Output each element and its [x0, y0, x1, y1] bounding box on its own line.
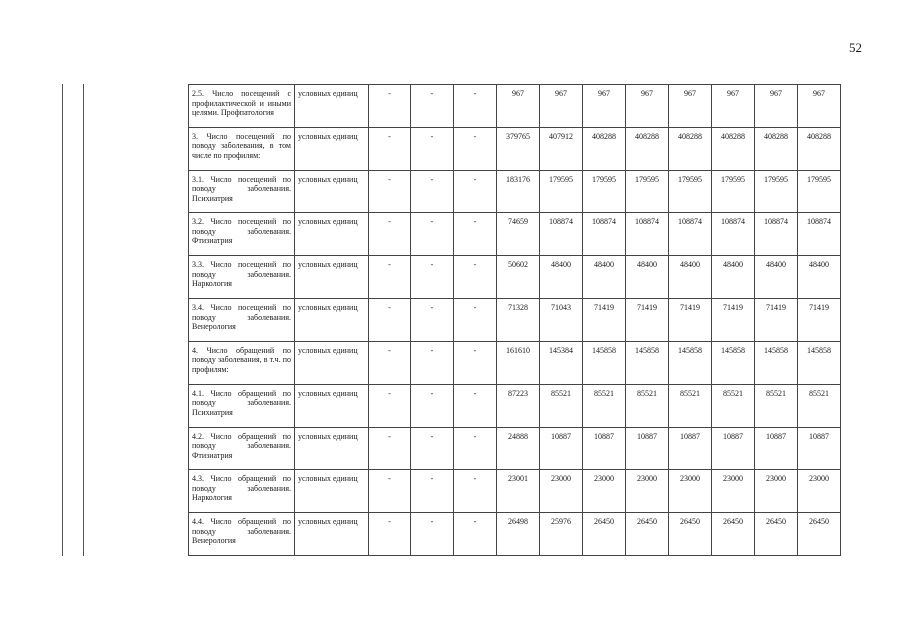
value-cell: 108874 [626, 213, 669, 256]
value-cell: 25976 [540, 513, 583, 556]
value-cell: 26450 [669, 513, 712, 556]
table-body [189, 85, 841, 556]
table-row [189, 341, 841, 384]
empty-value-cell: - [369, 341, 411, 384]
value-cell: 179595 [712, 170, 755, 213]
value-cell: 408288 [583, 127, 626, 170]
value-cell: 967 [626, 85, 669, 128]
value-cell: 48400 [583, 256, 626, 299]
value-cell: 48400 [540, 256, 583, 299]
empty-value-cell: - [411, 384, 454, 427]
value-cell: 179595 [583, 170, 626, 213]
indicator-name-cell: 4.3. Число обращений по поводу заболевания. Наркология [189, 470, 295, 513]
value-cell: 145858 [669, 341, 712, 384]
left-margin-line-outer [62, 84, 63, 556]
value-cell: 108874 [755, 213, 798, 256]
value-cell: 379765 [497, 127, 540, 170]
empty-value-cell: - [369, 170, 411, 213]
value-cell: 183176 [497, 170, 540, 213]
value-cell: 71419 [583, 299, 626, 342]
value-cell: 967 [669, 85, 712, 128]
value-cell: 23000 [540, 470, 583, 513]
value-cell: 71328 [497, 299, 540, 342]
value-cell: 48400 [798, 256, 841, 299]
value-cell: 967 [540, 85, 583, 128]
indicator-name-cell: 2.5. Число посещений с профилактической и иными целями. Профпатология [189, 85, 295, 128]
value-cell: 23000 [712, 470, 755, 513]
value-cell: 407912 [540, 127, 583, 170]
table-row [189, 513, 841, 556]
value-cell: 108874 [712, 213, 755, 256]
value-cell: 48400 [755, 256, 798, 299]
value-cell: 85521 [583, 384, 626, 427]
value-cell: 145384 [540, 341, 583, 384]
value-cell: 85521 [712, 384, 755, 427]
indicator-name-cell: 3.4. Число посещений по поводу заболевания. Венерология [189, 299, 295, 342]
table-row [189, 384, 841, 427]
indicator-name-cell: 4.1. Число обращений по поводу заболевания. Психиатрия [189, 384, 295, 427]
value-cell: 967 [755, 85, 798, 128]
indicator-name-cell: 4.4. Число обращений по поводу заболевания. Венерология [189, 513, 295, 556]
value-cell: 10887 [583, 427, 626, 470]
empty-value-cell: - [369, 299, 411, 342]
indicators-table [188, 84, 841, 556]
value-cell: 10887 [755, 427, 798, 470]
value-cell: 10887 [669, 427, 712, 470]
page-number: 52 [849, 40, 862, 55]
value-cell: 71419 [669, 299, 712, 342]
value-cell: 26450 [798, 513, 841, 556]
value-cell: 48400 [669, 256, 712, 299]
empty-value-cell: - [411, 427, 454, 470]
empty-value-cell: - [411, 470, 454, 513]
value-cell: 85521 [755, 384, 798, 427]
empty-value-cell: - [454, 427, 497, 470]
empty-value-cell: - [411, 85, 454, 128]
value-cell: 26450 [712, 513, 755, 556]
value-cell: 26450 [626, 513, 669, 556]
indicator-name-cell: 3. Число посещений по поводу заболевания, в том числе по профилям: [189, 127, 295, 170]
empty-value-cell: - [411, 341, 454, 384]
value-cell: 26498 [497, 513, 540, 556]
unit-cell: условных единиц [295, 470, 369, 513]
indicator-name-cell: 4. Число обращений по поводу заболевания, в т.ч. по профилям: [189, 341, 295, 384]
table-row [189, 170, 841, 213]
value-cell: 108874 [583, 213, 626, 256]
value-cell: 967 [712, 85, 755, 128]
table-row [189, 470, 841, 513]
value-cell: 179595 [626, 170, 669, 213]
indicator-name-cell: 3.2. Число посещений по поводу заболевания. Фтизиатрия [189, 213, 295, 256]
empty-value-cell: - [411, 256, 454, 299]
value-cell: 967 [798, 85, 841, 128]
empty-value-cell: - [369, 427, 411, 470]
empty-value-cell: - [369, 127, 411, 170]
value-cell: 50602 [497, 256, 540, 299]
empty-value-cell: - [369, 85, 411, 128]
value-cell: 145858 [798, 341, 841, 384]
empty-value-cell: - [454, 299, 497, 342]
value-cell: 108874 [669, 213, 712, 256]
empty-value-cell: - [369, 213, 411, 256]
value-cell: 108874 [540, 213, 583, 256]
value-cell: 48400 [712, 256, 755, 299]
value-cell: 71419 [712, 299, 755, 342]
value-cell: 71419 [626, 299, 669, 342]
table-row [189, 213, 841, 256]
empty-value-cell: - [454, 170, 497, 213]
unit-cell: условных единиц [295, 256, 369, 299]
value-cell: 10887 [712, 427, 755, 470]
empty-value-cell: - [411, 170, 454, 213]
indicator-name-cell: 3.3. Число посещений по поводу заболевания. Наркология [189, 256, 295, 299]
empty-value-cell: - [454, 213, 497, 256]
empty-value-cell: - [369, 513, 411, 556]
unit-cell: условных единиц [295, 341, 369, 384]
empty-value-cell: - [369, 256, 411, 299]
value-cell: 967 [583, 85, 626, 128]
value-cell: 10887 [798, 427, 841, 470]
value-cell: 145858 [712, 341, 755, 384]
value-cell: 23000 [669, 470, 712, 513]
value-cell: 179595 [669, 170, 712, 213]
value-cell: 71043 [540, 299, 583, 342]
value-cell: 23001 [497, 470, 540, 513]
value-cell: 408288 [669, 127, 712, 170]
indicator-name-cell: 4.2. Число обращений по поводу заболевания. Фтизиатрия [189, 427, 295, 470]
unit-cell: условных единиц [295, 213, 369, 256]
unit-cell: условных единиц [295, 85, 369, 128]
value-cell: 23000 [755, 470, 798, 513]
value-cell: 87223 [497, 384, 540, 427]
value-cell: 26450 [755, 513, 798, 556]
empty-value-cell: - [369, 470, 411, 513]
empty-value-cell: - [454, 384, 497, 427]
indicator-name-cell: 3.1. Число посещений по поводу заболевания. Психиатрия [189, 170, 295, 213]
table-row [189, 127, 841, 170]
unit-cell: условных единиц [295, 127, 369, 170]
value-cell: 179595 [798, 170, 841, 213]
value-cell: 408288 [755, 127, 798, 170]
empty-value-cell: - [411, 213, 454, 256]
table-row [189, 256, 841, 299]
value-cell: 85521 [669, 384, 712, 427]
unit-cell: условных единиц [295, 427, 369, 470]
table-row [189, 85, 841, 128]
value-cell: 145858 [755, 341, 798, 384]
empty-value-cell: - [454, 256, 497, 299]
value-cell: 408288 [798, 127, 841, 170]
value-cell: 24888 [497, 427, 540, 470]
empty-value-cell: - [411, 127, 454, 170]
value-cell: 161610 [497, 341, 540, 384]
value-cell: 145858 [626, 341, 669, 384]
value-cell: 85521 [626, 384, 669, 427]
value-cell: 408288 [626, 127, 669, 170]
unit-cell: условных единиц [295, 299, 369, 342]
table-row [189, 299, 841, 342]
value-cell: 26450 [583, 513, 626, 556]
value-cell: 48400 [626, 256, 669, 299]
unit-cell: условных единиц [295, 170, 369, 213]
value-cell: 85521 [540, 384, 583, 427]
empty-value-cell: - [454, 341, 497, 384]
value-cell: 23000 [583, 470, 626, 513]
empty-value-cell: - [454, 127, 497, 170]
value-cell: 74659 [497, 213, 540, 256]
empty-value-cell: - [454, 85, 497, 128]
value-cell: 85521 [798, 384, 841, 427]
empty-value-cell: - [454, 470, 497, 513]
value-cell: 108874 [798, 213, 841, 256]
value-cell: 967 [497, 85, 540, 128]
unit-cell: условных единиц [295, 513, 369, 556]
empty-value-cell: - [454, 513, 497, 556]
empty-value-cell: - [411, 299, 454, 342]
value-cell: 10887 [540, 427, 583, 470]
value-cell: 71419 [798, 299, 841, 342]
value-cell: 145858 [583, 341, 626, 384]
empty-value-cell: - [369, 384, 411, 427]
value-cell: 10887 [626, 427, 669, 470]
value-cell: 23000 [798, 470, 841, 513]
value-cell: 23000 [626, 470, 669, 513]
value-cell: 71419 [755, 299, 798, 342]
value-cell: 408288 [712, 127, 755, 170]
unit-cell: условных единиц [295, 384, 369, 427]
empty-value-cell: - [411, 513, 454, 556]
table-row [189, 427, 841, 470]
left-margin-line-inner [83, 84, 84, 556]
value-cell: 179595 [540, 170, 583, 213]
value-cell: 179595 [755, 170, 798, 213]
